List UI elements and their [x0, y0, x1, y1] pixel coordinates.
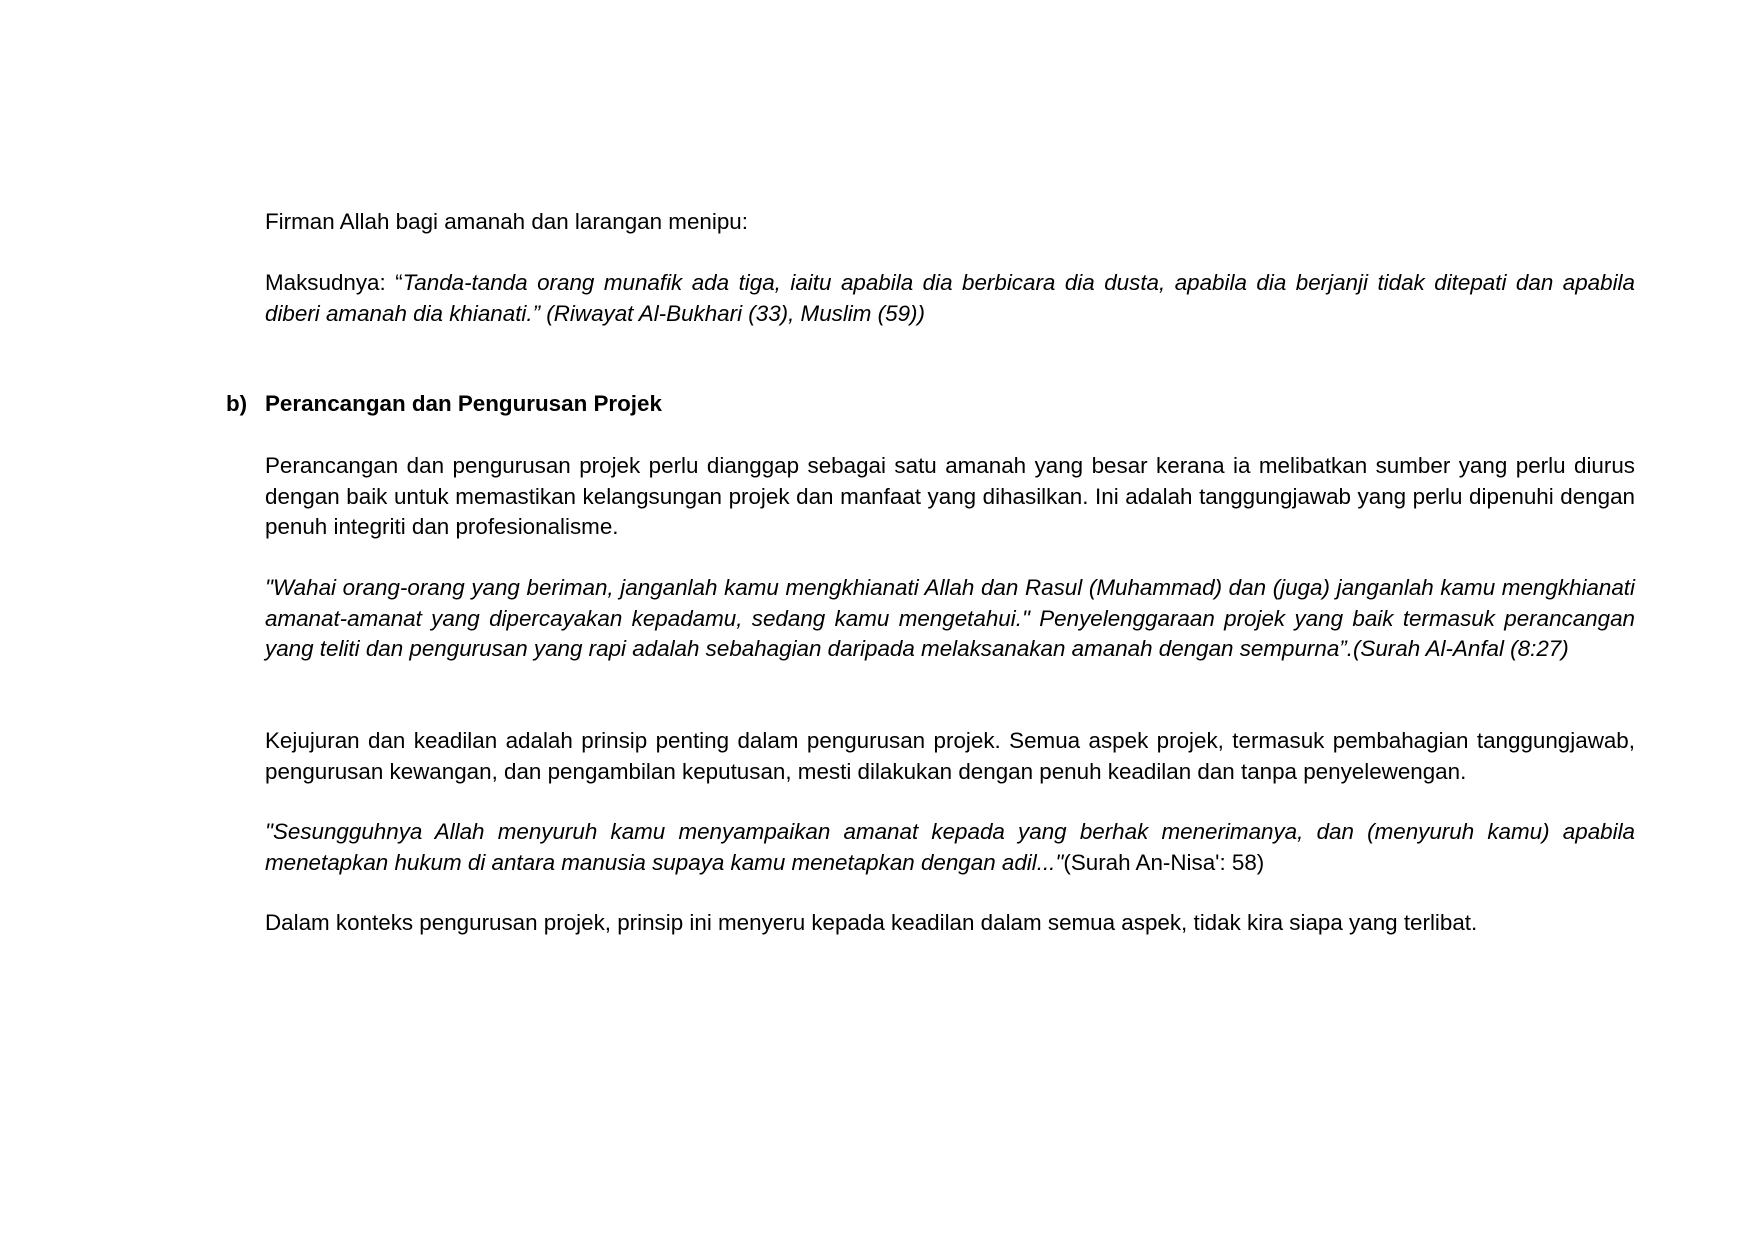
- hadith-quote: [265, 268, 1635, 329]
- hadith-text: Tanda-tanda orang munafik ada tiga, iaitu apabila dia berbicara dia dusta, apabila dia berjanji tidak ditepati dan apabila diberi amanah dia khianati.” (Riwayat Al-Bukhari (33), Muslim (59)): [265, 270, 1635, 326]
- quote-an-nisa-reference: (Surah An-Nisa': 58): [1063, 849, 1265, 875]
- section-title: Perancangan dan Pengurusan Projek: [265, 391, 662, 416]
- section-b-heading: [226, 389, 662, 420]
- paragraph-planning-as-amanah: Perancangan dan pengurusan projek perlu dianggap sebagai satu amanah yang besar kerana ia melibatkan sumber yang perlu diurus dengan baik untuk memastikan kelangsungan projek dan manfaat yang dihasilkan. Ini adalah tanggungjawab yang perlu dipenuhi dengan penuh integriti dan profesionalisme.: [265, 453, 1635, 539]
- quote-an-nisa: [265, 817, 1635, 878]
- hadith-prefix: Maksudnya: “: [265, 270, 403, 295]
- paragraph-conclusion: Dalam konteks pengurusan projek, prinsip ini menyeru kepada keadilan dalam semua aspek, tidak kira siapa yang terlibat.: [265, 910, 1478, 935]
- section-marker: b): [226, 391, 248, 416]
- intro-line: Firman Allah bagi amanah dan larangan menipu:: [265, 209, 748, 234]
- quote-al-anfal: "Wahai orang-orang yang beriman, janganlah kamu mengkhianati Allah dan Rasul (Muhammad) dan (juga) janganlah kamu mengkhianati amanat-amanat yang dipercayakan kepadamu, sedang kamu mengetahui." Penyelenggaraan projek yang baik termasuk perancangan yang teliti dan pengurusan yang rapi adalah sebahagian daripada melaksanakan amanah dengan sempurna”.(Surah Al-Anfal (8:27): [265, 575, 1635, 661]
- quote-an-nisa-text: "Sesungguhnya Allah menyuruh kamu menyampaikan amanat kepada yang berhak menerimanya, dan (menyuruh kamu) apabila menetapkan hukum di antara manusia supaya kamu menetapkan dengan adil...": [265, 819, 1635, 875]
- paragraph-honesty-justice: Kejujuran dan keadilan adalah prinsip penting dalam pengurusan projek. Semua aspek projek, termasuk pembahagian tanggungjawab, pengurusan kewangan, dan pengambilan keputusan, mesti dilakukan dengan penuh keadilan dan tanpa penyelewengan.: [265, 728, 1635, 784]
